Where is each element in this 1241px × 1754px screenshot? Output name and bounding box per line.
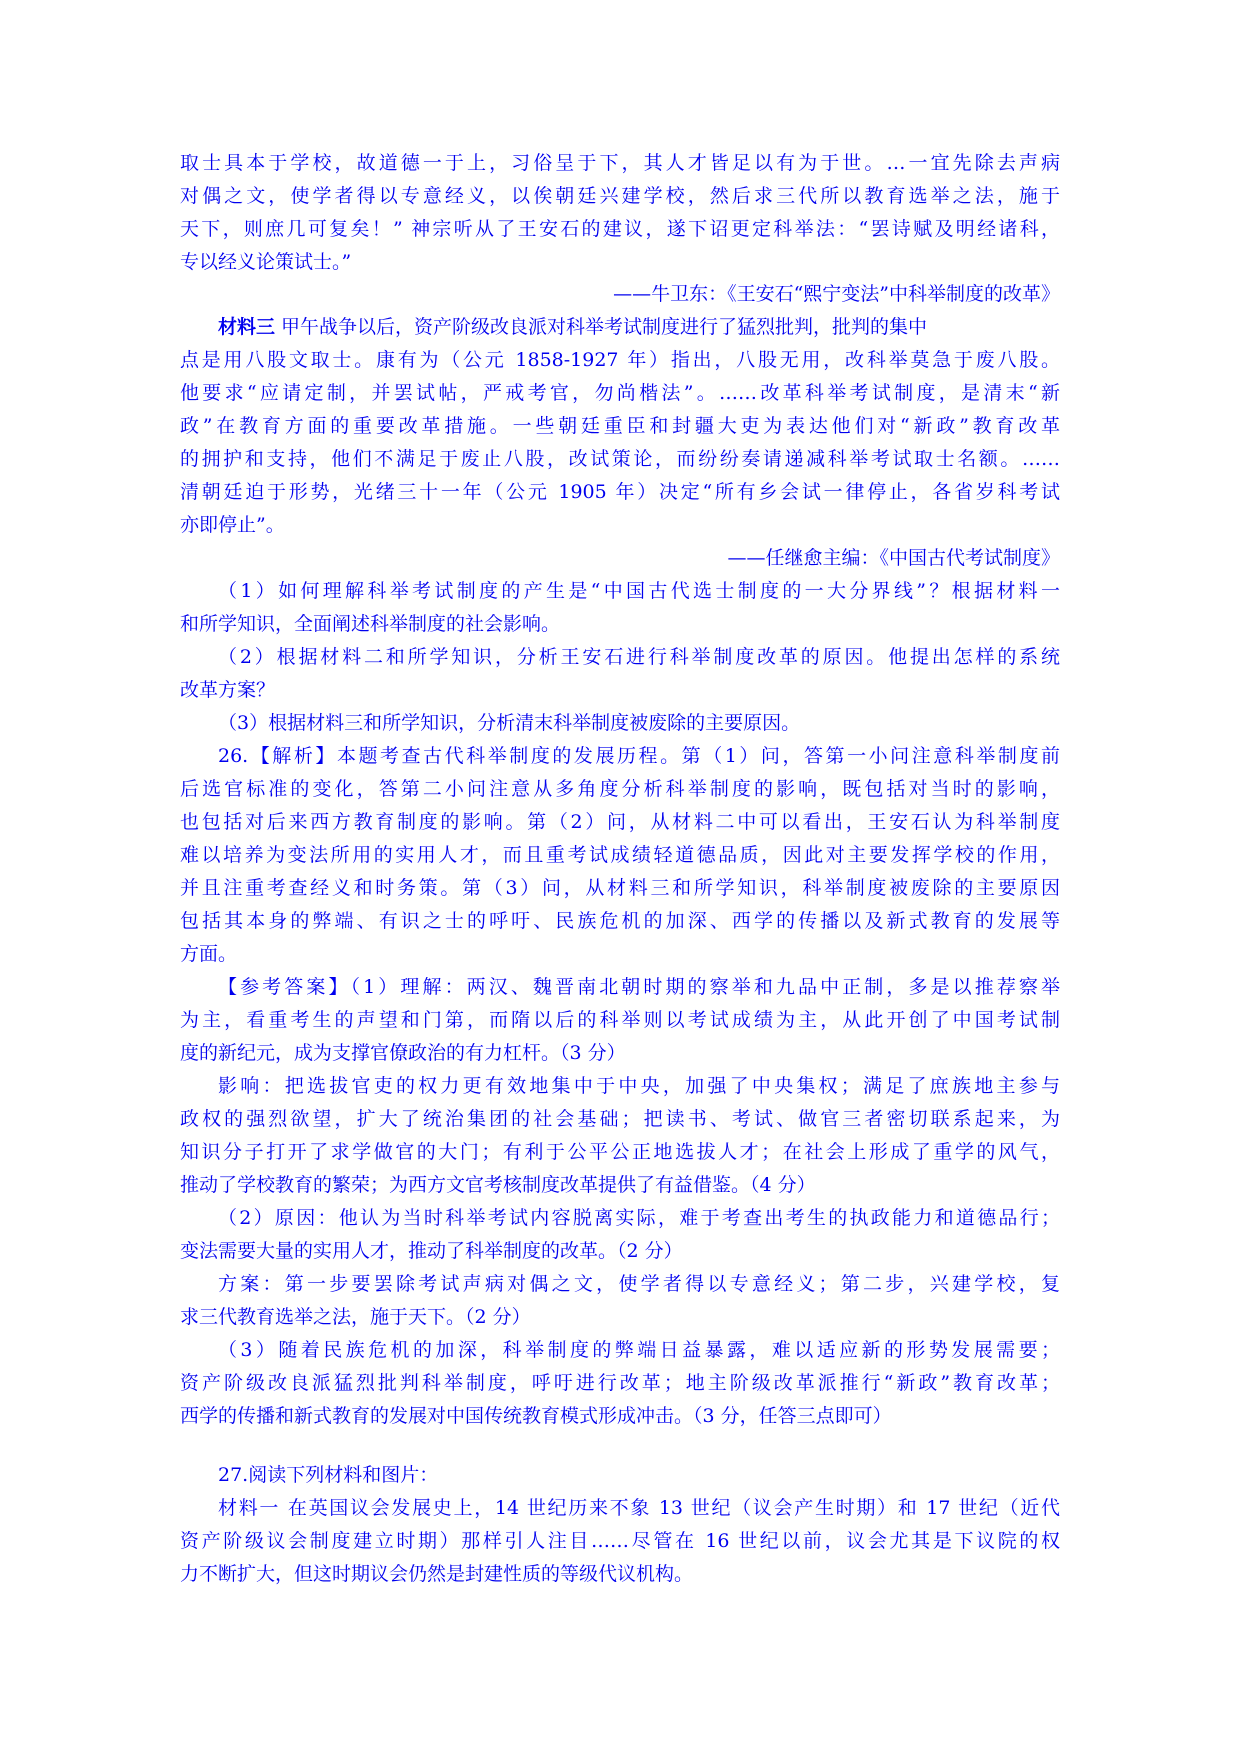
question-line: （1）如何理解科举考试制度的产生是“中国古代选士制度的一大分界线”？根据材料一 <box>218 580 1060 602</box>
answer-line: 资产阶级改良派猛烈批判科举制度，呼吁进行改革；地主阶级改革派推行“新政”教育改革； <box>180 1372 1060 1394</box>
question-line: 改革方案？ <box>180 679 276 701</box>
analysis-line: 也包括对后来西方教育制度的影响。第（2）问，从材料二中可以看出，王安石认为科举制度 <box>180 811 1060 833</box>
answer-line: 方案：第一步要罢除考试声病对偶之文，使学者得以专意经义；第二步，兴建学校，复 <box>218 1273 1060 1295</box>
analysis-line: 并且注重考查经义和时务策。第（3）问，从材料三和所学知识，科举制度被废除的主要原因 <box>180 877 1060 899</box>
answer-line: 政权的强烈欲望，扩大了统治集团的社会基础；把读书、考试、做官三者密切联系起来，为 <box>180 1108 1060 1130</box>
material3-line: 的拥护和支持，他们不满足于废止八股，改试策论，而纷纷奏请递减科举考试取士名额。…… <box>180 448 1060 470</box>
question-line: （2）根据材料二和所学知识，分析王安石进行科举制度改革的原因。他提出怎样的系统 <box>218 646 1060 668</box>
answer-line: 度的新纪元，成为支撑官僚政治的有力杠杆。（3 分） <box>180 1042 626 1064</box>
question-line: （3）根据材料三和所学知识，分析清末科举制度被废除的主要原因。 <box>218 712 801 734</box>
answer-line: 知识分子打开了求学做官的大门；有利于公平公正地选拔人才；在社会上形成了重学的风气， <box>180 1141 1060 1163</box>
answer-line: （3）随着民族危机的加深，科举制度的弊端日益暴露，难以适应新的形势发展需要； <box>218 1339 1060 1361</box>
answer-line: 为主，看重考生的声望和门第，而隋以后的科举则以考试成绩为主，从此开创了中国考试制 <box>180 1009 1060 1031</box>
analysis-line: 方面。 <box>180 943 238 965</box>
material2-line: 取士具本于学校，故道德一于上，习俗呈于下，其人才皆足以有为于世。…一宜先除去声病 <box>180 152 1060 174</box>
material3-first-text: 甲午战争以后，资产阶级改良派对科举考试制度进行了猛烈批判，批判的集中 <box>275 316 928 338</box>
answer-line: 变法需要大量的实用人才，推动了科举制度的改革。（2 分） <box>180 1240 683 1262</box>
material3-first-line <box>218 311 1060 343</box>
answer-line: 影响：把选拔官吏的权力更有效地集中于中央，加强了中央集权；满足了庶族地主参与 <box>218 1075 1060 1097</box>
answer-line: 西学的传播和新式教育的发展对中国传统教育模式形成冲击。（3 分，任答三点即可） <box>180 1405 892 1427</box>
material2-line: 对偶之文，使学者得以专意经义，以俟朝廷兴建学校，然后求三代所以教育选举之法，施于 <box>180 185 1060 207</box>
q27-heading: 27.阅读下列材料和图片： <box>218 1464 439 1486</box>
material3-line: 点是用八股文取士。康有为（公元 1858-1927 年）指出，八股无用，改科举莫急于废八股。 <box>180 349 1060 371</box>
material3-line: 清朝廷迫于形势，光绪三十一年（公元 1905 年）决定“所有乡会试一律停止，各省岁科考试 <box>180 481 1060 503</box>
material3-line: 政”在教育方面的重要改革措施。一些朝廷重臣和封疆大吏为表达他们对“新政”教育改革 <box>180 415 1060 437</box>
material3-line: 亦即停止”。 <box>180 514 285 536</box>
question-line: 和所学知识，全面阐述科举制度的社会影响。 <box>180 613 561 635</box>
answer-line: 【参考答案】（1）理解：两汉、魏晋南北朝时期的察举和九品中正制，多是以推荐察举 <box>218 976 1060 998</box>
material2-line: 专以经义论策试士。” <box>180 251 352 273</box>
analysis-line: 难以培养为变法所用的实用人才，而且重考试成绩轻道德品质，因此对主要发挥学校的作用， <box>180 844 1060 866</box>
material2-source: ——牛卫东：《王安石“熙宁变法”中科举制度的改革》 <box>613 283 1060 305</box>
q27-line: 材料一 在英国议会发展史上，14 世纪历来不象 13 世纪（议会产生时期）和 17 世纪（近代 <box>218 1497 1060 1519</box>
material3-label: 材料三 <box>218 316 276 338</box>
material3-source: ——任继愈主编：《中国古代考试制度》 <box>727 547 1060 569</box>
q27-line: 力不断扩大，但这时期议会仍然是封建性质的等级代议机构。 <box>180 1563 694 1585</box>
answer-line: 推动了学校教育的繁荣；为西方文官考核制度改革提供了有益借鉴。（4 分） <box>180 1174 816 1196</box>
analysis-line: 包括其本身的弊端、有识之士的呼吁、民族危机的加深、西学的传播以及新式教育的发展等 <box>180 910 1060 932</box>
q27-line: 资产阶级议会制度建立时期）那样引人注目……尽管在 16 世纪以前，议会尤其是下议院的权 <box>180 1530 1060 1552</box>
answer-line: 求三代教育选举之法，施于天下。（2 分） <box>180 1306 531 1328</box>
material3-line: 他要求“应请定制，并罢试帖，严戒考官，勿尚楷法”。……改革科举考试制度，是清末“新 <box>180 382 1060 404</box>
analysis-line: 26.【解析】本题考查古代科举制度的发展历程。第（1）问，答第一小问注意科举制度前 <box>218 745 1060 767</box>
answer-line: （2）原因：他认为当时科举考试内容脱离实际，难于考查出考生的执政能力和道德品行； <box>218 1207 1060 1229</box>
material2-line: 天下，则庶几可复矣！” 神宗听从了王安石的建议，遂下诏更定科举法：“罢诗赋及明经诸科， <box>180 218 1060 240</box>
analysis-line: 后选官标准的变化，答第二小问注意从多角度分析科举制度的影响，既包括对当时的影响， <box>180 778 1060 800</box>
